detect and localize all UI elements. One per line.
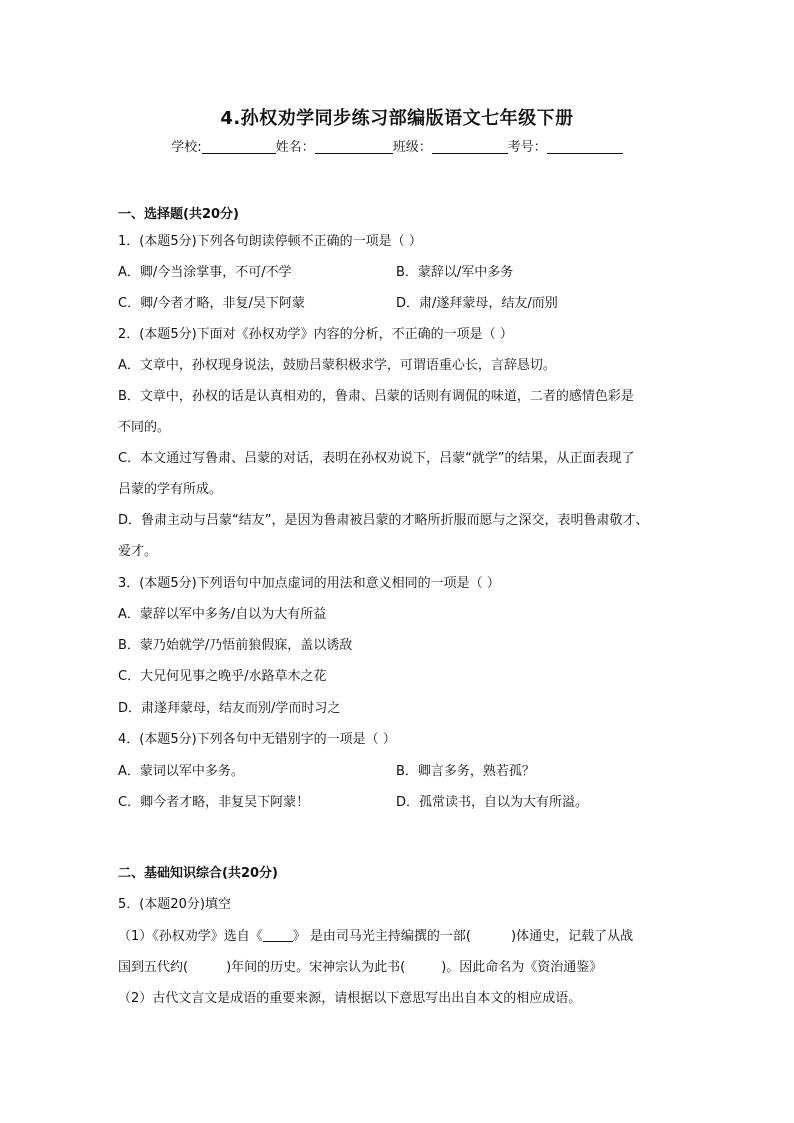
question-2-option-d-line1: D．鲁肃主动与吕蒙“结友”，是因为鲁肃被吕蒙的才略所折服而愿与之深交，表明鲁肃敬才、 [118, 513, 649, 528]
question-5-part1-line1 [118, 925, 633, 944]
question-2-option-b-line2: 不同的。 [118, 420, 171, 435]
question-1-option-d: D．肃/遂拜蒙母，结友/而别 [396, 296, 558, 311]
section-heading: 一、选择题(共20分) [118, 207, 239, 222]
question-1-option-c: C．卿/今者才略，非复/吴下阿蒙 [118, 296, 305, 311]
school-label: 学校: [171, 140, 202, 155]
question-3-option-c: C．大兄何见事之晚乎/水路草木之花 [118, 669, 327, 684]
question-3-option-a: A．蒙辞以军中多务/自以为大有所益 [118, 607, 327, 622]
question-3-option-d: D．肃遂拜蒙母，结友而别/学而时习之 [118, 701, 341, 716]
question-4-option-c: C．卿今者才略，非复吴下阿蒙！ [118, 795, 310, 810]
question-5-stem: 5．(本题20分)填空 [118, 897, 231, 912]
fill-text: 国到五代约( [118, 960, 189, 975]
question-3-stem: 3．(本题5分)下列语句中加点虚词的用法和意义相同的一项是（ ） [118, 576, 500, 591]
school-field[interactable] [202, 139, 276, 154]
fill-text: )年间的历史。宋神宗认为此书( [226, 960, 406, 975]
name-label: 姓名： [275, 140, 315, 155]
class-label: 班级： [392, 140, 432, 155]
section-heading: 二、基础知识综合(共20分) [118, 866, 278, 881]
question-4-option-b: B．卿言多务，熟若孤？ [396, 764, 535, 779]
book-title-blank[interactable] [263, 929, 293, 942]
student-info-line [0, 136, 794, 155]
question-5-part1-line2 [118, 956, 602, 975]
question-1-option-a: A．卿/今当涂掌事，不可/不学 [118, 265, 292, 280]
question-4-stem: 4．(本题5分)下列各句中无错别字的一项是（ ） [118, 732, 396, 747]
question-1-stem: 1．(本题5分)下列各句朗读停顿不正确的一项是（ ） [118, 234, 422, 249]
fill-text: （1）《孙权劝学》选自《 [118, 929, 263, 944]
exam-no-label: 考号： [507, 140, 547, 155]
question-2-option-c-line1: C．本文通过写鲁肃、吕蒙的对话，表明在孙权劝说下，吕蒙“就学”的结果，从正面表现了 [118, 451, 635, 466]
fill-text: )。因此命名为《资治通鉴》 [441, 960, 603, 975]
name-field[interactable] [315, 139, 393, 154]
fill-text: 》 是由司马光主持编撰的一部( [292, 929, 471, 944]
question-2-option-a: A．文章中，孙权现身说法，鼓励吕蒙积极求学，可谓语重心长，言辞恳切。 [118, 358, 556, 373]
question-2-option-b-line1: B．文章中，孙权的话是认真相劝的，鲁肃、吕蒙的话则有调侃的味道，二者的感情色彩是 [118, 389, 634, 404]
question-1-option-b: B．蒙辞以/军中多务 [396, 265, 514, 280]
exam-no-field[interactable] [547, 139, 623, 154]
fill-text: )体通史，记载了从战 [511, 929, 634, 944]
page-title: 4.孙权劝学同步练习部编版语文七年级下册 [220, 108, 574, 129]
question-2-option-c-line2: 吕蒙的学有所成。 [118, 482, 223, 497]
question-4-option-a: A．蒙词以军中多务。 [118, 764, 244, 779]
question-4-option-d: D．孤常读书，自以为大有所溢。 [396, 795, 589, 810]
question-2-stem: 2．(本题5分)下面对《孙权劝学》内容的分析，不正确的一项是（ ） [118, 327, 513, 342]
question-3-option-b: B．蒙乃始就学/乃悟前狼假寐，盖以诱敌 [118, 638, 353, 653]
class-field[interactable] [432, 139, 508, 154]
question-5-part2: （2）古代文言文是成语的重要来源，请根据以下意思写出出自本文的相应成语。 [118, 991, 582, 1006]
question-2-option-d-line2: 爱才。 [118, 544, 158, 559]
